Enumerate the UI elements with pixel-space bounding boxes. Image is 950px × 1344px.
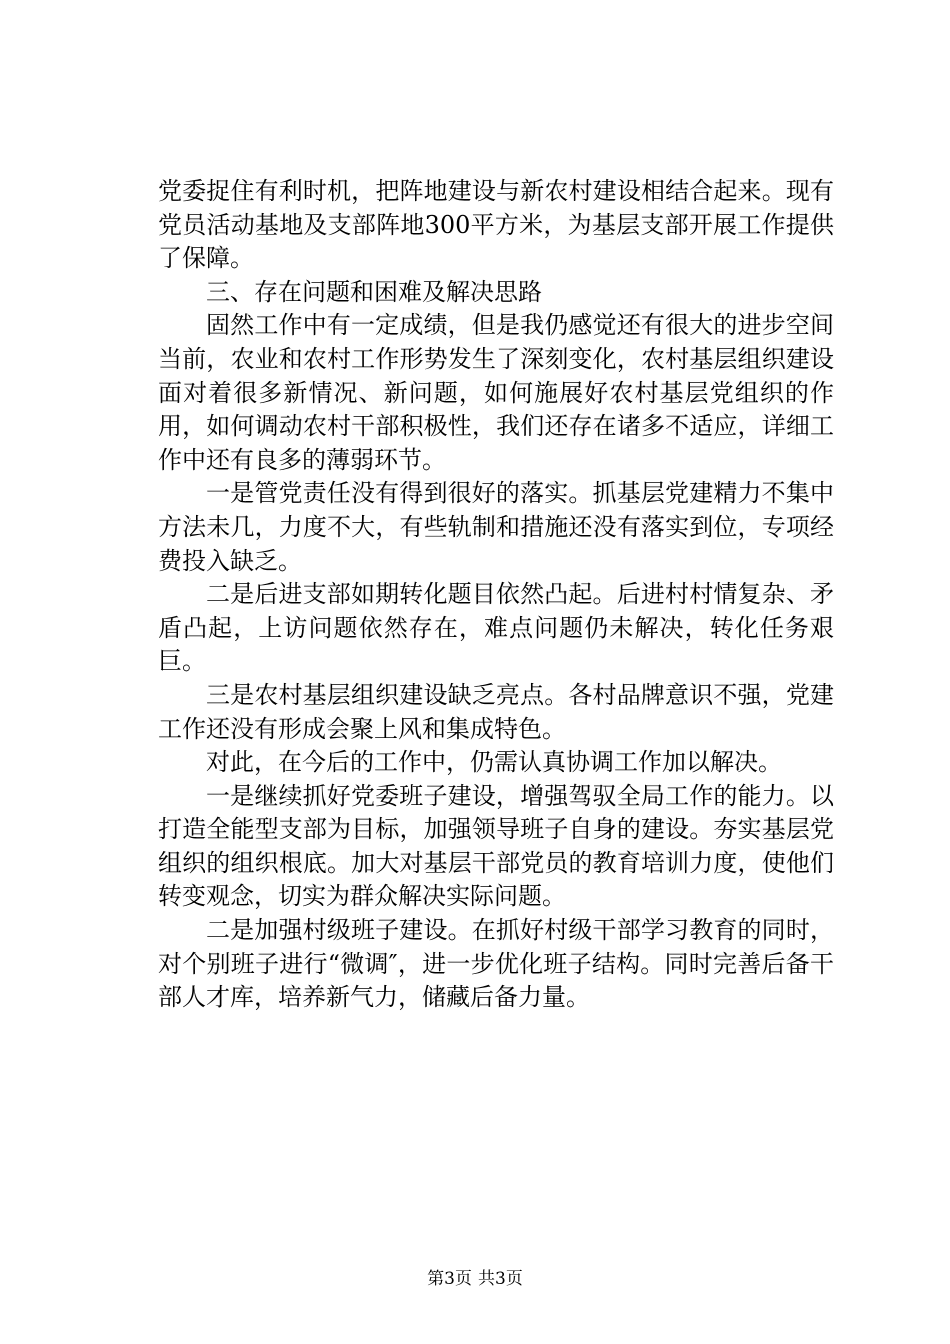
paragraph: 对此，在今后的工作中，仍需认真协调工作加以解决。 [206, 748, 782, 777]
paragraph-continuation: 党委捉住有利时机，把阵地建设与新农村建设相结合起来。现有党员活动基地及支部阵地300平方米，为基层支部开展工作提供了保障。 [158, 177, 834, 273]
section-heading: 三、存在问题和困难及解决思路 [206, 277, 542, 306]
paragraph: 一是管党责任没有得到很好的落实。抓基层党建精力不集中方法未几，力度不大，有些轨制和措施还没有落实到位，专项经费投入缺乏。 [158, 479, 834, 575]
document-body [158, 175, 834, 1015]
paragraph: 一是继续抓好党委班子建设，增强驾驭全局工作的能力。以打造全能型支部为目标，加强领导班子自身的建设。夯实基层党组织的组织根底。加大对基层干部党员的教育培训力度，使他们转变观念，切实为群众解决实际问题。 [158, 781, 834, 911]
paragraph: 固然工作中有一定成绩，但是我仍感觉还有很大的进步空间当前，农业和农村工作形势发生了深刻变化，农村基层组织建设面对着很多新情况、新问题，如何施展好农村基层党组织的作用，如何调动农村干部积极性，我们还存在诸多不适应，详细工作中还有良多的薄弱环节。 [158, 311, 834, 474]
paragraph: 三是农村基层组织建设缺乏亮点。各村品牌意识不强，党建工作还没有形成会聚上风和集成特色。 [158, 680, 834, 743]
page-footer [0, 1268, 950, 1290]
paragraph: 二是后进支部如期转化题目依然凸起。后进村村情复杂、矛盾凸起，上访问题依然存在，难点问题仍未解决，转化任务艰巨。 [158, 580, 834, 676]
paragraph: 二是加强村级班子建设。在抓好村级干部学习教育的同时，对个别班子进行“微调″，进一步优化班子结构。同时完善后备干部人才库，培养新气力，储藏后备力量。 [158, 916, 834, 1012]
page-number: 第3页 [427, 1269, 472, 1289]
page-total: 共3页 [478, 1269, 523, 1289]
